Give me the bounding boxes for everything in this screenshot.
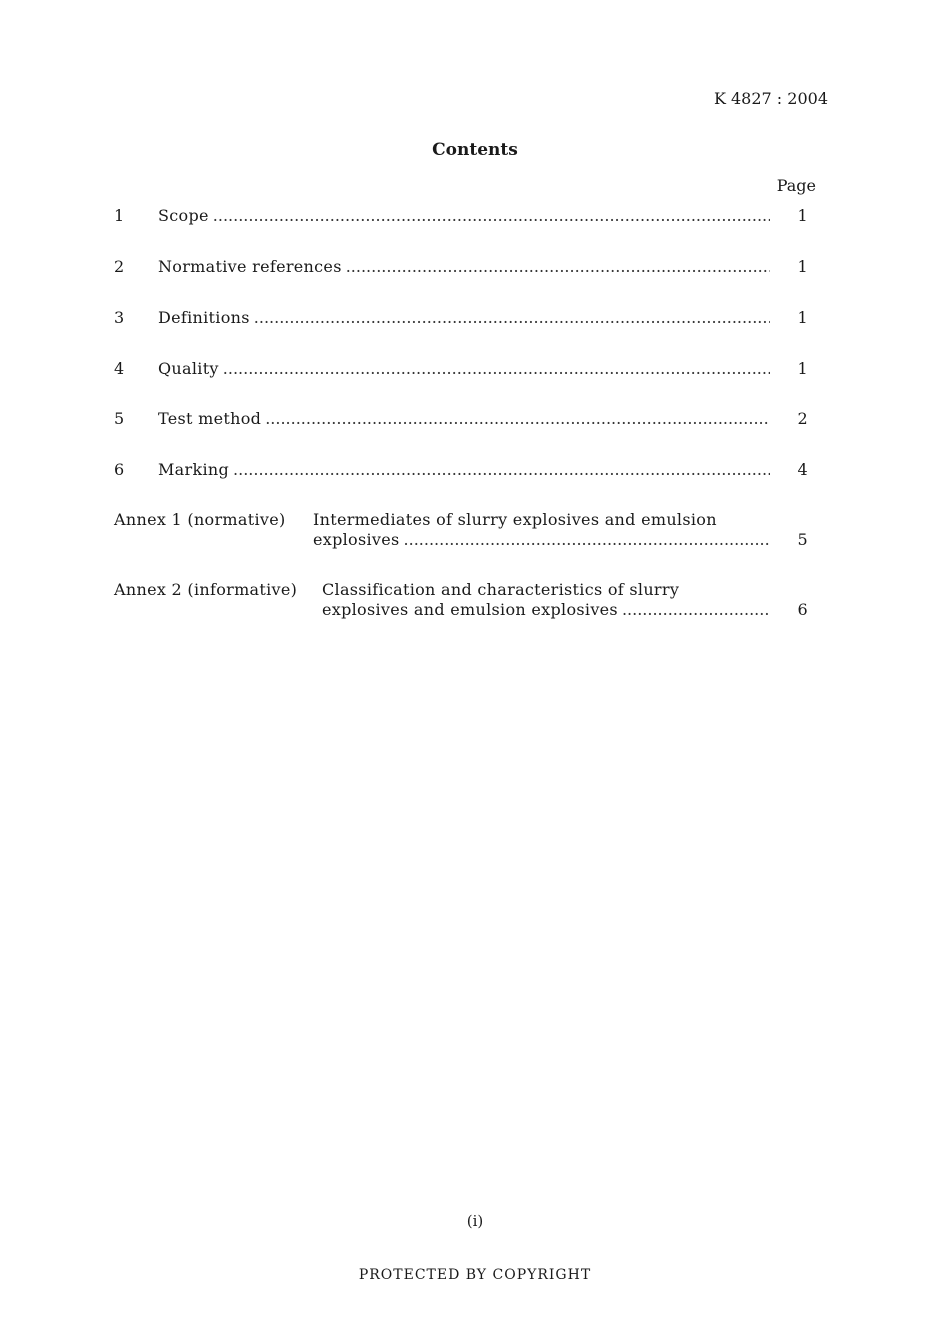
toc-entry-page: 1 <box>797 359 808 378</box>
annex-title-continued: explosives <box>313 530 400 549</box>
toc-entry-number: 5 <box>114 409 125 428</box>
leader-dots <box>233 460 770 479</box>
toc-entry-page: 4 <box>797 460 808 479</box>
toc-entry-number: 2 <box>114 257 125 276</box>
annex-title: Intermediates of slurry explosives and emulsion <box>313 510 717 529</box>
leader-dots <box>346 257 770 276</box>
page-column-label: Page <box>776 176 816 195</box>
leader-dots <box>213 206 770 225</box>
toc-entry-title: Quality <box>158 359 219 378</box>
toc-entry-page: 1 <box>797 206 808 225</box>
leader-dots <box>223 359 770 378</box>
contents-title: Contents <box>432 140 518 160</box>
page-folio: (i) <box>466 1212 484 1230</box>
toc-entry-page: 1 <box>797 308 808 327</box>
leader-dots <box>622 600 770 619</box>
toc-entry-title: Scope <box>158 206 209 225</box>
toc-entry-title: Normative references <box>158 257 342 276</box>
annex-page: 5 <box>797 530 808 549</box>
leader-dots <box>404 530 770 549</box>
annex-title: Classification and characteristics of slurry <box>322 580 680 599</box>
toc-entry-number: 1 <box>114 206 125 225</box>
toc-entry-number: 6 <box>114 460 125 479</box>
leader-dots <box>254 308 770 327</box>
annex-label: Annex 2 (informative) <box>114 580 298 599</box>
toc-entry-title: Definitions <box>158 308 250 327</box>
copyright-notice: PROTECTED BY COPYRIGHT <box>358 1267 592 1283</box>
toc-entry-title: Test method <box>158 409 262 428</box>
standard-number: K 4827 : 2004 <box>713 89 828 108</box>
toc-entry-page: 2 <box>797 409 808 428</box>
toc-entry-number: 3 <box>114 308 125 327</box>
toc-entry-page: 1 <box>797 257 808 276</box>
annex-page: 6 <box>797 600 808 619</box>
annex-label: Annex 1 (normative) <box>114 510 286 529</box>
toc-entry-number: 4 <box>114 359 125 378</box>
toc-entry-title: Marking <box>158 460 230 479</box>
leader-dots <box>265 409 770 428</box>
annex-title-continued: explosives and emulsion explosives <box>322 600 618 619</box>
